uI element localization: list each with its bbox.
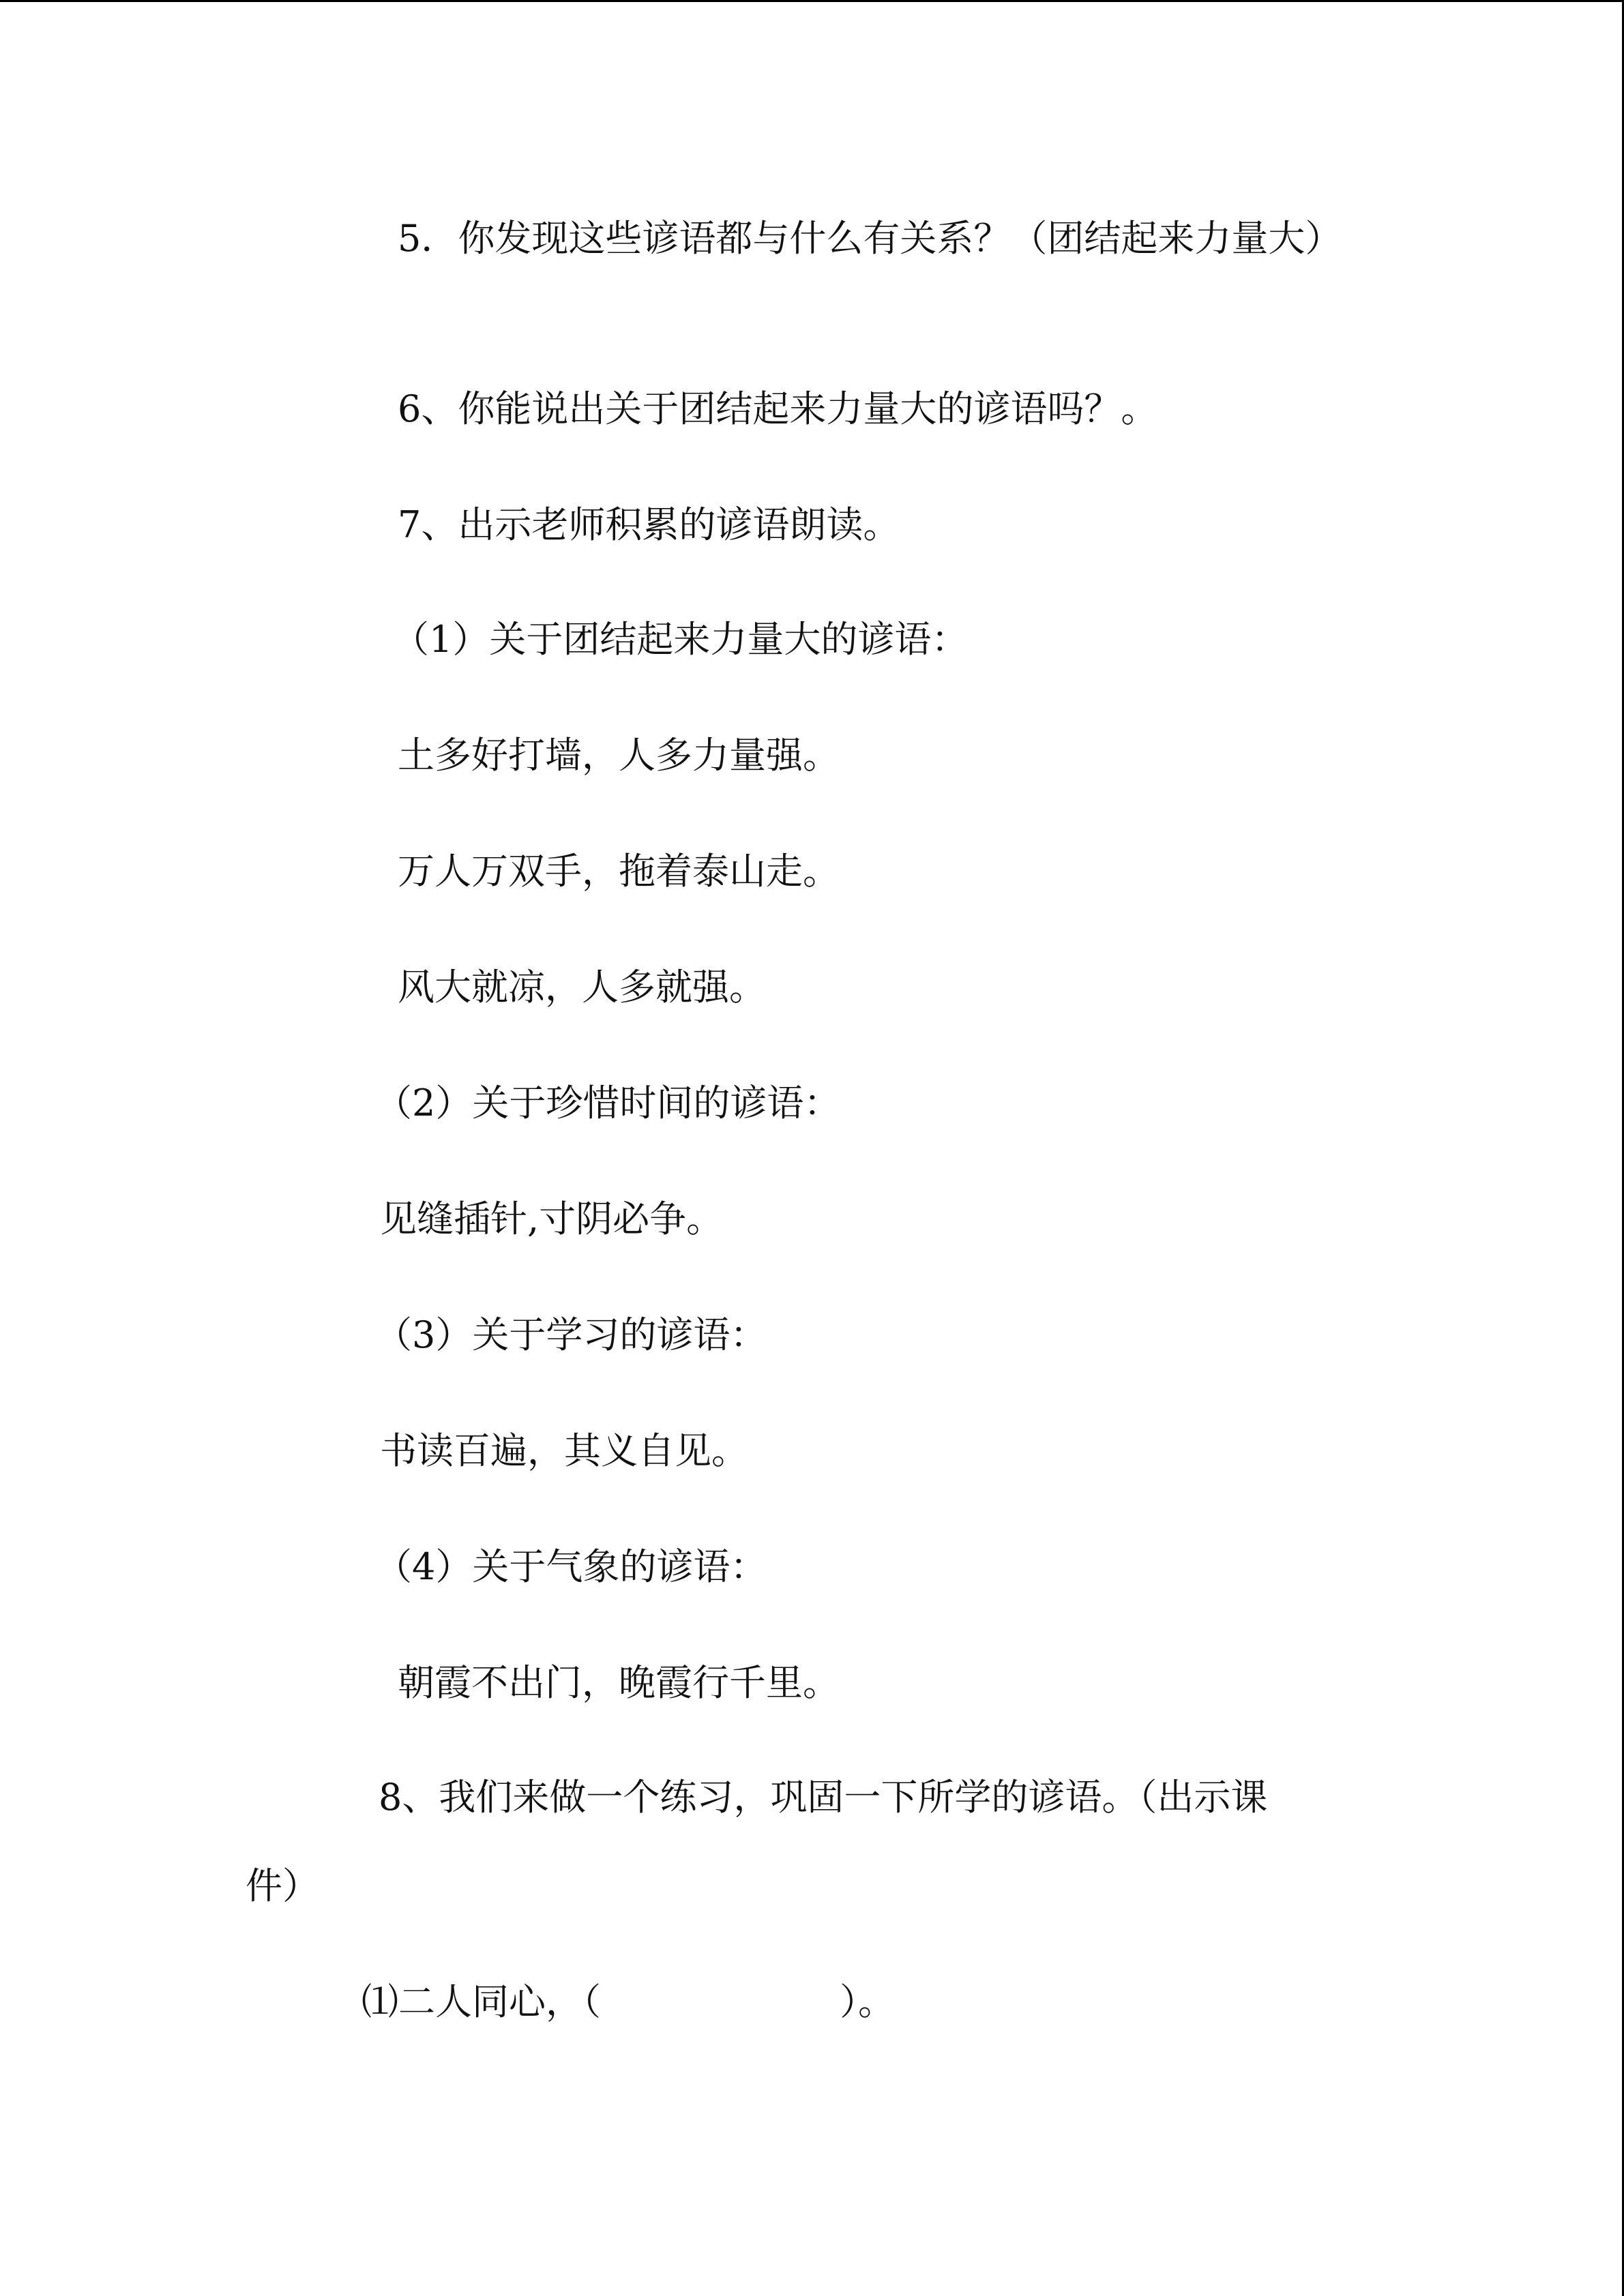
question-7: 7、出示老师积累的谚语朗读。 [398, 503, 900, 546]
proverb-5: 书读百遍，其义自见。 [380, 1429, 748, 1472]
exercise-1 [361, 1980, 895, 2024]
section-1-heading: （1）关于团结起来力量大的谚语： [392, 618, 969, 661]
proverb-6: 朝霞不出门，晚霞行千里。 [398, 1661, 840, 1704]
proverb-1: 土多好打墙，人多力量强。 [398, 734, 840, 777]
section-3-heading: （3）关于学习的谚语： [375, 1313, 767, 1356]
exercise-1-suffix: ）。 [840, 1980, 895, 2023]
proverb-3: 风大就凉，人多就强。 [398, 966, 766, 1009]
question-8: 8、我们来做一个练习，巩固一下所学的谚语。（出示课 [379, 1776, 1268, 1819]
section-2-heading: （2）关于珍惜时间的谚语： [375, 1082, 841, 1124]
question-8-continued: 件） [246, 1864, 319, 1907]
question-5: 5．你发现这些谚语都与什么有关系？（团结起来力量大） [398, 217, 1342, 260]
section-4-heading: （4）关于气象的谚语： [375, 1545, 767, 1588]
exercise-1-prefix: ⑴二人同心，（ [361, 1980, 601, 2023]
question-6: 6、你能说出关于团结起来力量大的谚语吗？。 [398, 387, 1158, 430]
proverb-4: 见缝插针,寸阴必争。 [380, 1197, 724, 1240]
proverb-2: 万人万双手，拖着泰山走。 [398, 850, 840, 893]
page-border-top [0, 0, 1624, 2]
